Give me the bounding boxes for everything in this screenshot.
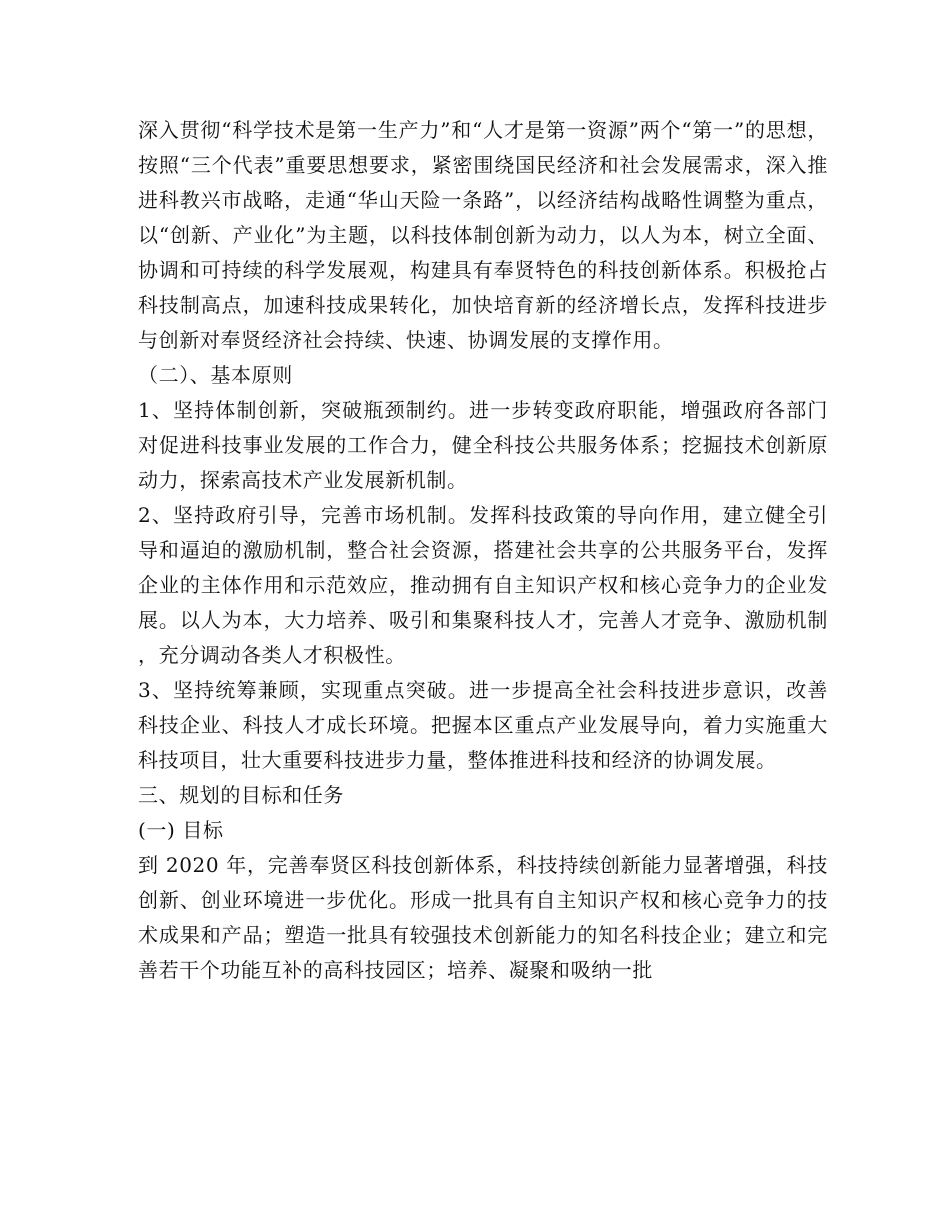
document-body: [138, 113, 828, 988]
principle-paragraph-1: 1、坚持体制创新，突破瓶颈制约。进一步转变政府职能，增强政府各部门对促进科技事业发展的工作合力，健全科技公共服务体系；挖掘技术创新原动力，探索高技术产业发展新机制。: [138, 398, 828, 492]
intro-paragraph: 深入贯彻“科学技术是第一生产力”和“人才是第一资源”两个“第一”的思想，按照“三个代表”重要思想要求，紧密围绕国民经济和社会发展需求，深入推进科教兴市战略，走通“华山天险一条路”，以经济结构战略性调整为重点，以“创新、产业化”为主题，以科技体制创新为动力，以人为本，树立全面、协调和可持续的科学发展观，构建具有奉贤特色的科技创新体系。积极抢占科技制高点，加速科技成果转化，加快培育新的经济增长点，发挥科技进步与创新对奉贤经济社会持续、快速、协调发展的支撑作用。: [138, 118, 828, 352]
subsection-heading-goals: (一) 目标: [138, 818, 224, 842]
section-heading-goals-tasks: 三、规划的目标和任务: [138, 783, 344, 807]
principle-paragraph-2: 2、坚持政府引导，完善市场机制。发挥科技政策的导向作用，建立健全引导和逼迫的激励机制，整合社会资源，搭建社会共享的公共服务平台，发挥企业的主体作用和示范效应，推动拥有自主知识产权和核心竞争力的企业发展。以人为本，大力培养、吸引和集聚科技人才，完善人才竞争、激励机制，充分调动各类人才积极性。: [138, 503, 828, 667]
principle-paragraph-3: 3、坚持统筹兼顾，实现重点突破。进一步提高全社会科技进步意识，改善科技企业、科技人才成长环境。把握本区重点产业发展导向，着力实施重大科技项目，壮大重要科技进步力量，整体推进科技和经济的协调发展。: [138, 678, 828, 772]
goals-paragraph: 到 2020 年，完善奉贤区科技创新体系，科技持续创新能力显著增强，科技创新、创业环境进一步优化。形成一批具有自主知识产权和核心竞争力的技术成果和产品；塑造一批具有较强技术创新能力的知名科技企业；建立和完善若干个功能互补的高科技园区；培养、凝聚和吸纳一批: [138, 853, 828, 982]
section-heading-basic-principles: （二）、基本原则: [138, 363, 293, 387]
